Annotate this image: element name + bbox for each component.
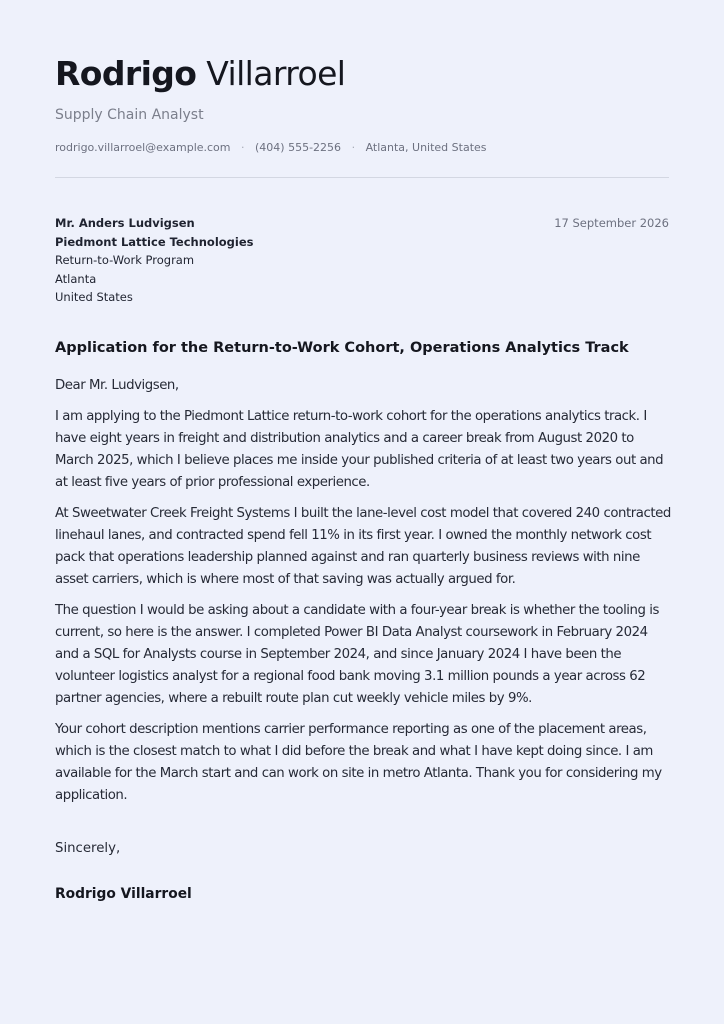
recipient-department: Return-to-Work Program bbox=[55, 253, 195, 267]
body-paragraph: At Sweetwater Creek Freight Systems I built the lane-level cost model that covered 240 contracted linehaul lanes, and contracted spend fell 11% in its first year. I owned the monthly network cost pack that operations leadership planned against and ran quarterly business reviews with nine asset carriers, which is where most of that saving was actually argued for. bbox=[55, 506, 671, 587]
contact-line bbox=[55, 141, 669, 155]
applicant-role: Supply Chain Analyst bbox=[55, 107, 204, 123]
recipient-company: Piedmont Lattice Technologies bbox=[55, 234, 254, 249]
signature-name: Rodrigo Villarroel bbox=[55, 886, 192, 902]
closing: Sincerely, bbox=[55, 841, 121, 856]
letter-subject: Application for the Return-to-Work Cohort, Operations Analytics Track bbox=[55, 340, 629, 356]
salutation: Dear Mr. Ludvigsen, bbox=[55, 378, 179, 393]
recipient-country: United States bbox=[55, 290, 133, 304]
applicant-name bbox=[55, 52, 669, 96]
body-paragraph: I am applying to the Piedmont Lattice return-to-work cohort for the operations analytics track. I have eight years in freight and distribution analytics and a career break from August 2020 to March 2025, which I believe places me inside your published criteria of at least two years out and at least five years of prior professional experience. bbox=[55, 409, 664, 490]
contact-phone: (404) 555-2256 bbox=[255, 141, 342, 154]
applicant-last-name: Villarroel bbox=[206, 54, 346, 93]
body-paragraph: The question I would be asking about a candidate with a four-year break is whether the tooling is current, so here is the answer. I completed Power BI Data Analyst coursework in February 2024 and a SQL for Analysts course in September 2024, and since January 2024 I have been the volunteer logistics analyst for a regional food bank moving 3.1 million pounds a year across 62 partner agencies, where a rebuilt route plan cut weekly vehicle miles by 9%. bbox=[55, 603, 660, 706]
contact-email: rodrigo.villarroel@example.com bbox=[55, 141, 231, 154]
contact-separator: · bbox=[351, 141, 356, 154]
letter-body bbox=[55, 375, 673, 816]
recipient-block bbox=[55, 214, 254, 307]
letter-header bbox=[55, 52, 669, 155]
letter-date: 17 September 2026 bbox=[554, 216, 669, 230]
contact-separator: · bbox=[241, 141, 245, 154]
applicant-first-name: Rodrigo bbox=[55, 54, 197, 93]
body-paragraph: Your cohort description mentions carrier performance reporting as one of the placement areas, which is the closest match to what I did before the break and what I have kept doing since. I am available for the March start and can work on site in metro Atlanta. Thank you for considering my application. bbox=[55, 722, 662, 803]
contact-location: Atlanta, United States bbox=[365, 141, 487, 154]
header-divider bbox=[55, 177, 669, 178]
recipient-name: Mr. Anders Ludvigsen bbox=[55, 216, 195, 230]
recipient-city: Atlanta bbox=[55, 271, 97, 286]
